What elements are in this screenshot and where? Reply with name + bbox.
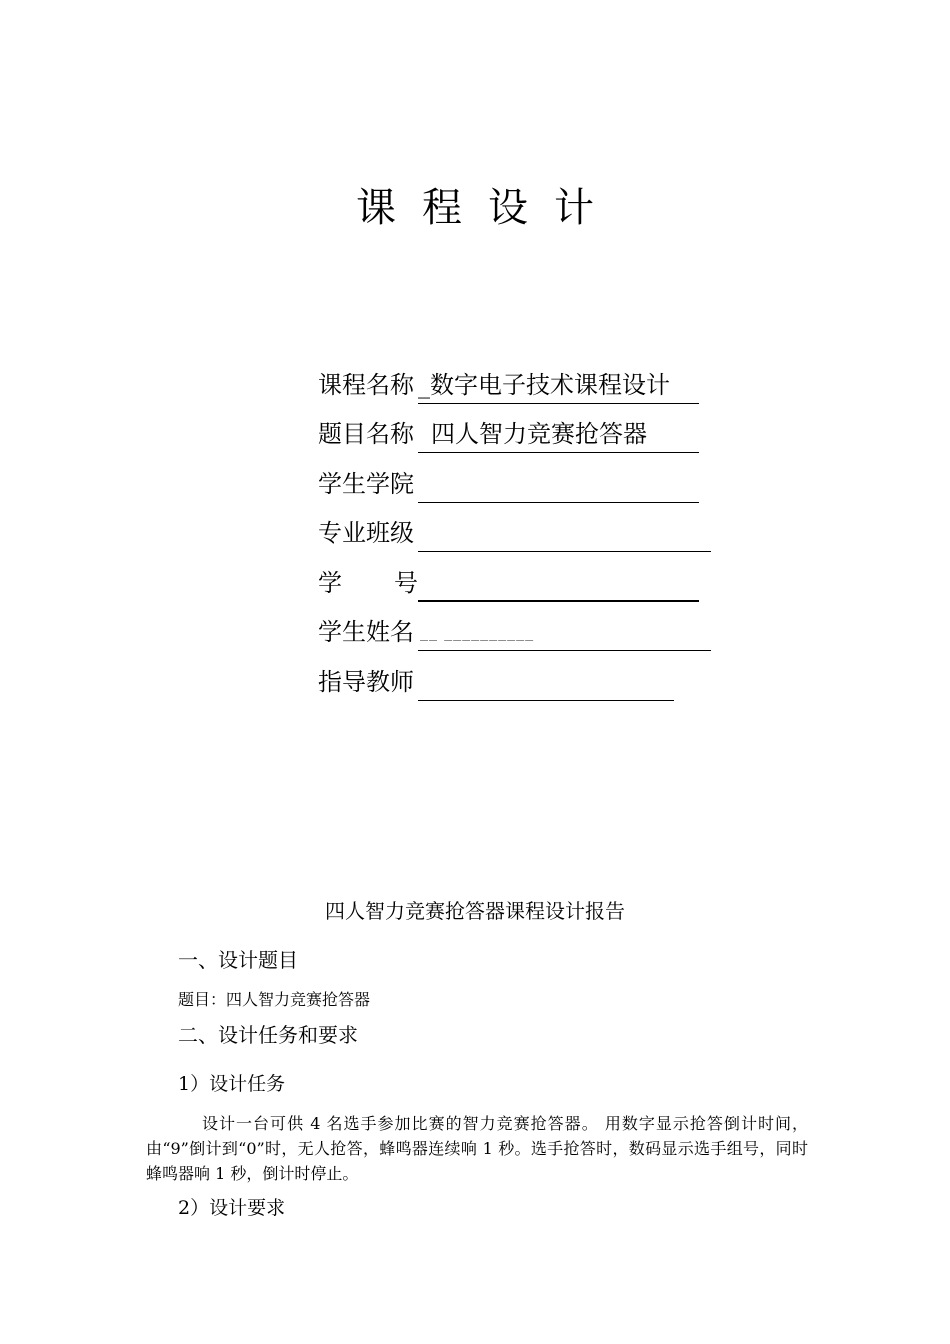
student-id-label xyxy=(318,568,418,598)
course-name-value: _数字电子技术课程设计 xyxy=(418,371,670,399)
student-id-label-part-2: 号 xyxy=(394,569,418,597)
section-1-heading: 一、设计题目 xyxy=(178,948,298,972)
subsection-1-heading: 1）设计任务 xyxy=(178,1073,286,1095)
student-id-label-part-1: 学 xyxy=(318,569,342,597)
info-row-college xyxy=(318,453,738,503)
topic-name-value: 四人智力竞赛抢答器 xyxy=(431,420,647,448)
info-row-student-id xyxy=(318,552,738,602)
report-title: 四人智力竞赛抢答器课程设计报告 xyxy=(325,899,625,923)
subsection-2-heading: 2）设计要求 xyxy=(178,1197,286,1219)
advisor-underline xyxy=(418,666,674,701)
advisor-label: 指导教师 xyxy=(318,668,414,696)
info-row-student-name xyxy=(318,601,738,651)
info-row-class xyxy=(318,502,738,552)
student-id-underline xyxy=(418,566,699,602)
student-name-label: 学生姓名 xyxy=(318,618,414,646)
info-row-course xyxy=(318,354,738,404)
college-label: 学生学院 xyxy=(318,470,414,498)
course-name-label: 课程名称 xyxy=(318,371,414,399)
subsection-1-paragraph: 设计一台可供 4 名选手参加比赛的智力竞赛抢答器。 用数字显示抢答倒计时间，由“9”倒计到“0”时，无人抢答，蜂鸣器连续响 1 秒。选手抢答时，数码显示选手组号，同时蜂鸣器响 1 秒，倒计时停止。 xyxy=(146,1114,808,1183)
info-row-advisor xyxy=(318,651,738,701)
info-row-topic xyxy=(318,403,738,453)
class-label: 专业班级 xyxy=(318,519,414,547)
cover-title: 课程设计 xyxy=(356,185,620,231)
topic-name-label: 题目名称 xyxy=(318,420,414,448)
class-underline xyxy=(418,517,711,552)
student-name-value: __ __________ xyxy=(420,622,535,641)
section-2-heading: 二、设计任务和要求 xyxy=(178,1023,358,1047)
section-1-text: 题目：四人智力竞赛抢答器 xyxy=(178,990,371,1009)
college-underline xyxy=(418,468,699,503)
